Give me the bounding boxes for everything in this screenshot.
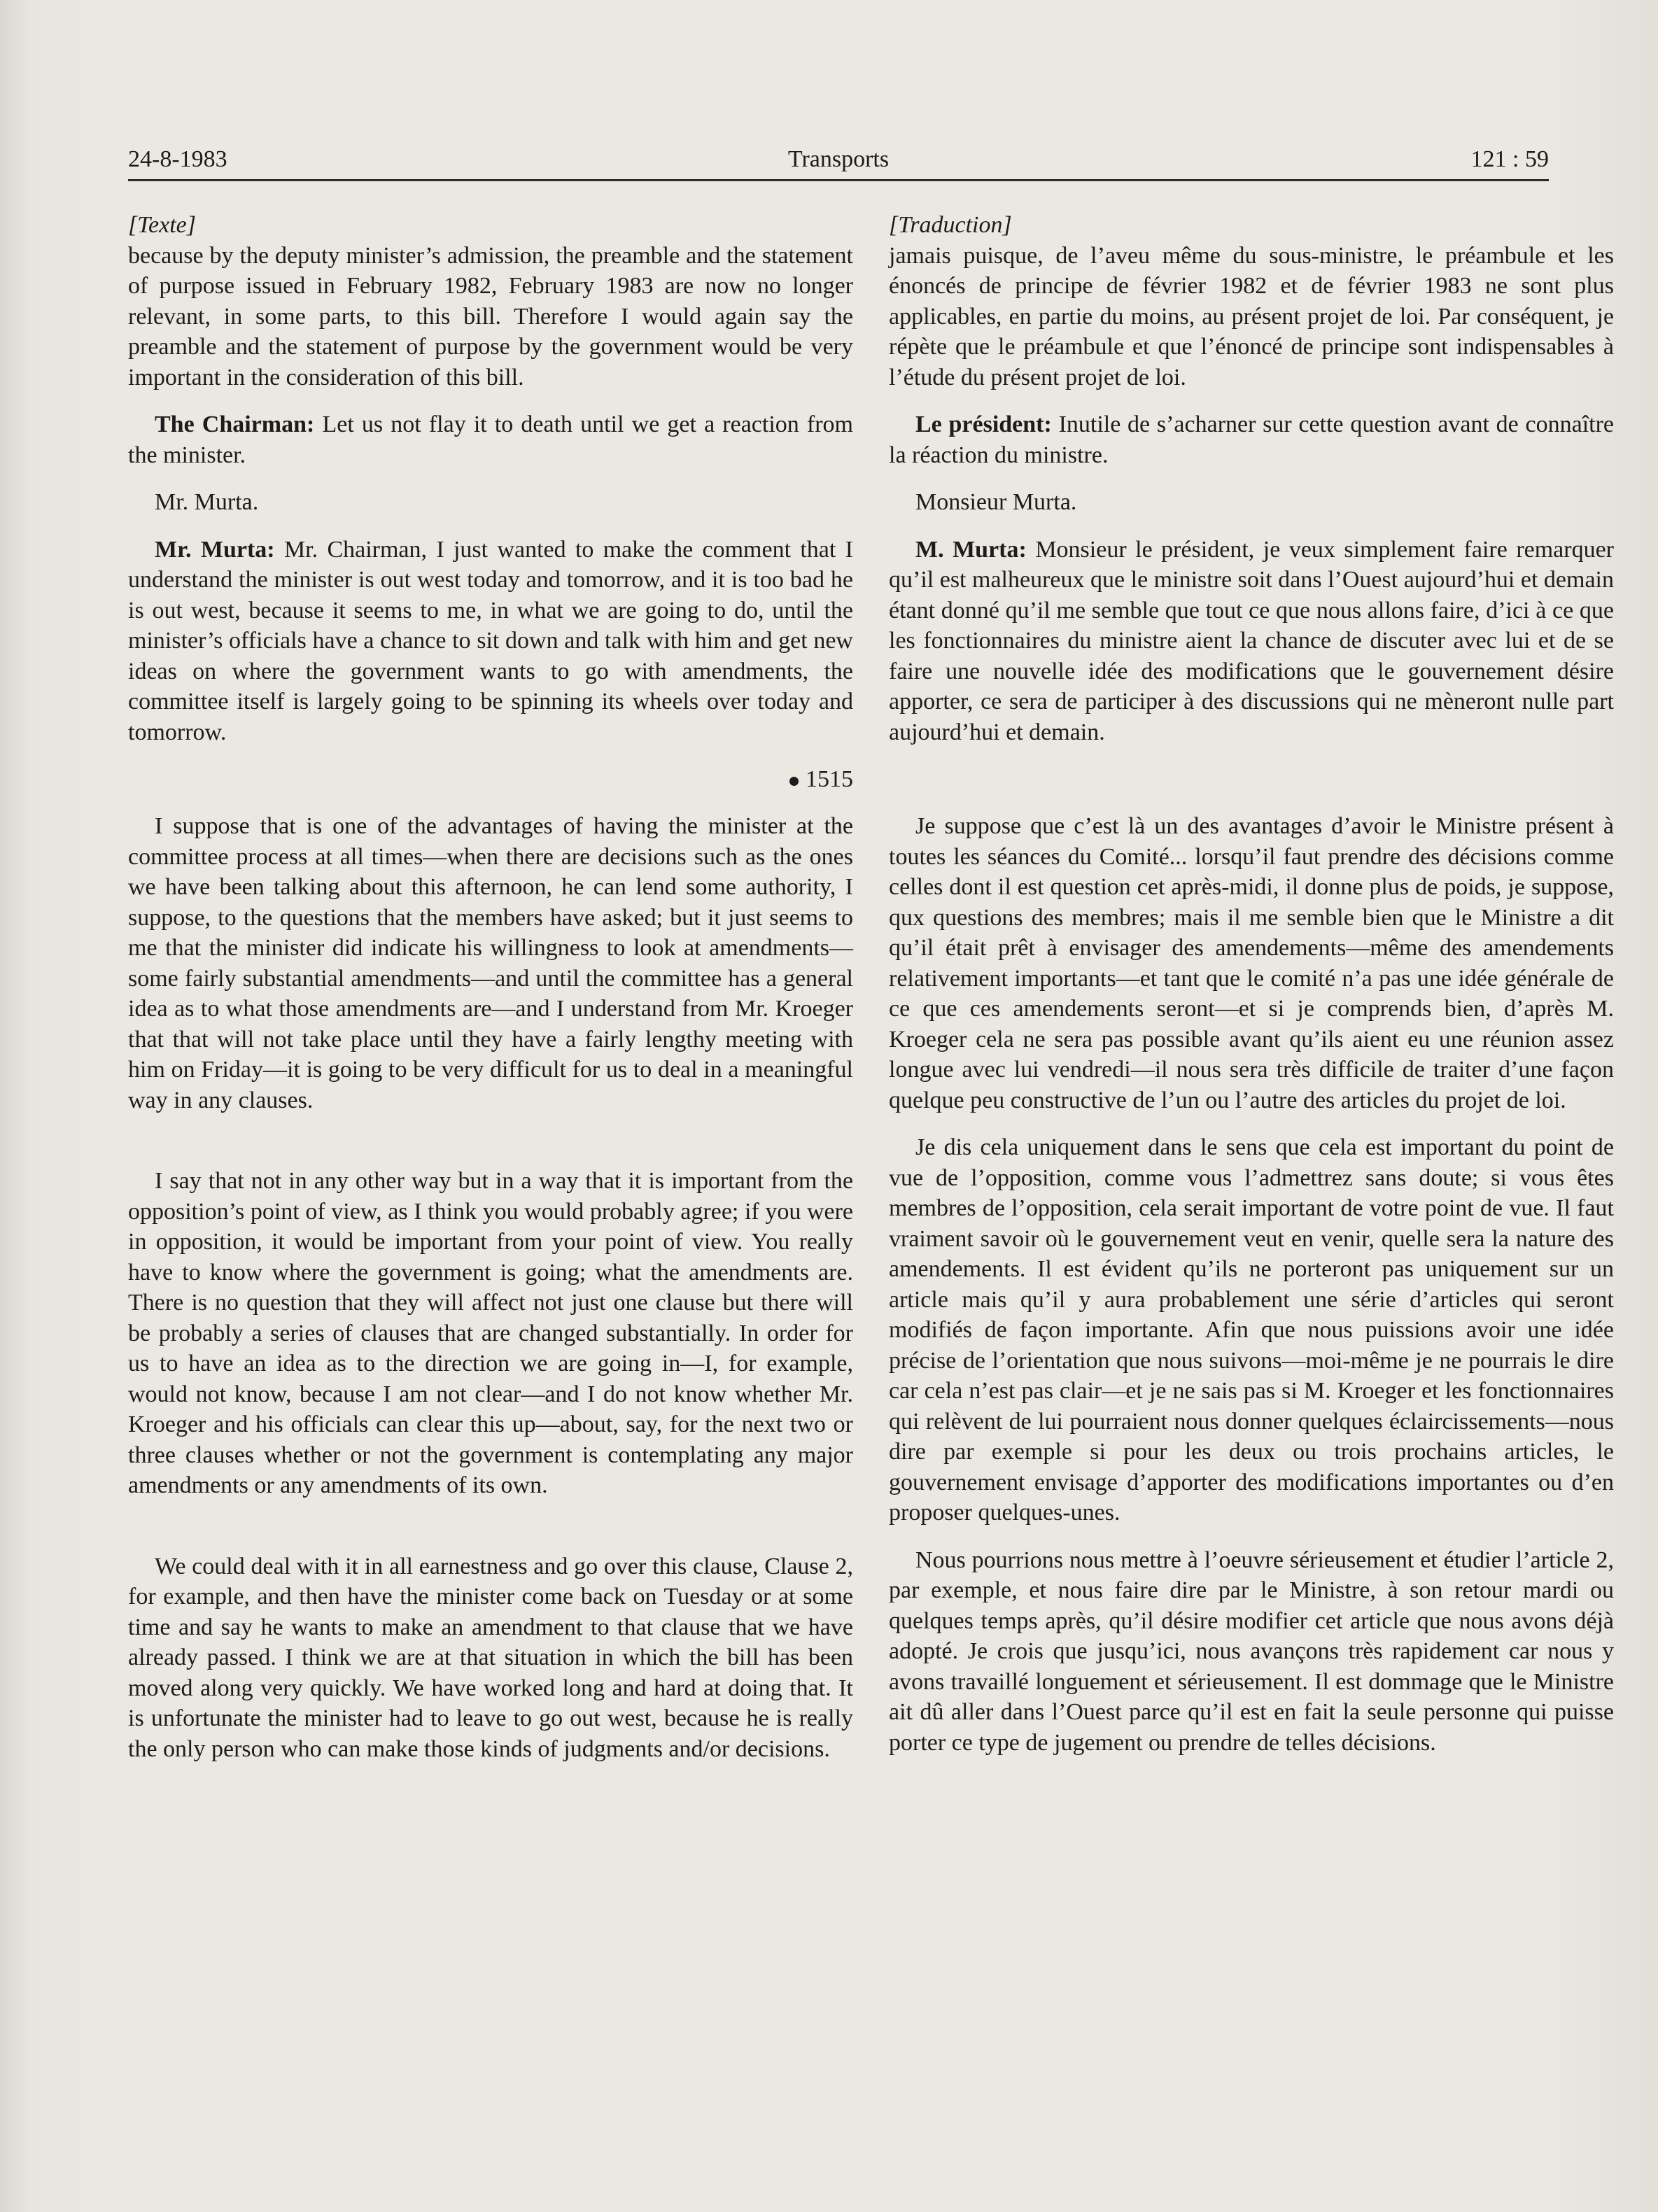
paragraph: Mr. Murta.: [155, 489, 259, 515]
english-column: [128, 210, 853, 1764]
paragraph: Nous pourrions nous mettre à l’oeuvre sérieusement et étudier l’article 2, par exemple, et nous faire dire par le Ministre, à son retour mardi ou quelques temps après, qu’il désire modifier cet article que nous avons déjà adopté. Je crois que jusqu’ici, nous avançons très rapidement car nous y avons travaillé longuement et sérieusement. Il est dommage que le Ministre ait dû aller dans l’Ouest parce qu’il est en fait la seule personne qui puisse porter ce type de jugement ou prendre de telles décisions.: [889, 1547, 1614, 1756]
speech-text: Inutile de s’acharner sur cette question avant de connaître la réaction du ministre.: [889, 411, 1614, 468]
paragraph: [128, 409, 853, 470]
paragraph: [128, 535, 853, 748]
column-label: [Traduction]: [889, 212, 1012, 238]
page-header: [128, 143, 1549, 181]
bullet-icon: [789, 777, 799, 786]
speech-text: Mr. Chairman, I just wanted to make the comment that I understand the minister is out west today and tomorrow, and it is too bad he is out west, because it seems to me, in what we are going to do, until the minister’s officials have a chance to sit down and talk with him and get new ideas on where the government wants to go with amendments, the committee itself is largely going to be spinning its wheels over today and tomorrow.: [128, 536, 853, 745]
speaker-name: Mr. Murta:: [155, 536, 275, 563]
paragraph: I say that not in any other way but in a way that it is important from the opposition’s point of view, as I think you would probably agree; if you were in opposition, it would be important from your point of view. You really have to know where the government is going; what the amendments are. There is no question that they will affect not just one clause but there will be probably a series of clauses that are changed substantially. In order for us to have an idea as to the direction we are going in—I, for example, would not know, because I am not clear—and I do not know whether Mr. Kroeger and his officials can clear this up—about, say, for the next two or three clauses whether or not the government is contemplating any major amendments or any amendments of its own.: [128, 1168, 853, 1498]
paragraph: I suppose that is one of the advantages of having the minister at the committee process at all times—when there are decisions such as the ones we have been talking about this afternoon, he can lend some authority, I suppose, to the questions that the members have asked; but it just seems to me that the minister did indicate his willingness to look at amendments—some fairly substantial amendments—and until the committee has a general idea as to what those amendments are—and I understand from Mr. Kroeger that that will not take place until they have a fairly lengthy meeting with him on Friday—it is going to be very difficult for us to deal in a meaningful way in any clauses.: [128, 813, 853, 1113]
header-page-number: 121 : 59: [1470, 146, 1549, 172]
speaker-name: The Chairman:: [155, 411, 315, 437]
speech-text: Monsieur le président, je veux simplement faire remarquer qu’il est malheureux que le ministre soit dans l’Ouest aujourd’hui et demain étant donné qu’il me semble que tout ce que nous allons faire, d’ici à ce que les fonctionnaires du ministre aient la chance de discuter avec lui et de se faire une nouvelle idée des modifications que le gouvernement désire apporter, ce sera de participer à des discussions qui ne mèneront nulle part aujourd’hui et demain.: [889, 536, 1615, 745]
paragraph: Je suppose que c’est là un des avantages d’avoir le Ministre présent à toutes les séances du Comité... lorsqu’il faut prendre des décisions comme celles dont il est question cet après-midi, il donne plus de poids, je suppose, qux questions des membres; mais il me semble bien que le Ministre a dit qu’il était prêt à envisager des amendements—même des amendements relativement importants—et tant que le comité n’a pas une idée générale de ce que ces amendements seront—et si je comprends bien, d’après M. Kroeger cela ne sera pas possible avant qu’ils aient eu une réunion assez longue avec lui vendredi—il nous sera très difficile de traiter d’une façon quelque peu constructive de l’un ou l’autre des articles du projet de loi.: [889, 813, 1614, 1113]
paragraph: [889, 535, 1614, 748]
paragraph: Monsieur Murta.: [915, 489, 1077, 515]
time-marker: [128, 764, 853, 794]
speaker-name: M. Murta:: [915, 536, 1027, 563]
marker-spacer: [889, 764, 1614, 794]
time-marker-value: 1515: [806, 766, 853, 792]
column-label: [Texte]: [128, 212, 196, 238]
french-column: [889, 210, 1614, 1758]
paragraph: because by the deputy minister’s admission, the preamble and the statement of purpose issued in February 1982, February 1983 are now no longer relevant, in some parts, to this bill. Therefore I would again say the preamble and the statement of purpose by the government would be very important in the consideration of this bill.: [128, 242, 853, 390]
speech-text: Let us not flay it to death until we get a reaction from the minister.: [128, 411, 853, 468]
paragraph: We could deal with it in all earnestness and go over this clause, Clause 2, for example, and then have the minister come back on Tuesday or at some time and say he wants to make an amendment to that clause that we have already passed. I think we are at that situation in which the bill has been moved along very quickly. We have worked long and hard at doing that. It is unfortunate the minister had to leave to go out west, because he is really the only person who can make those kinds of judgments and/or decisions.: [128, 1553, 853, 1762]
paragraph: Je dis cela uniquement dans le sens que cela est important du point de vue de l’opposition, comme vous l’admettrez sans doute; si vous êtes membres de l’opposition, cela serait important de votre point de vue. Il faut vraiment savoir où le gouvernement veut en venir, quelle sera la nature des amendements. Il est évident qu’ils ne porteront pas uniquement sur un article mais qu’il y aura probablement une série d’articles qui seront modifiés de façon importante. Afin que nous puissions avoir une idée précise de l’orientation que nous suivons—moi-même je ne pourrais le dire car cela n’est pas clair—et je ne sais pas si M. Kroeger et les fonctionnaires qui relèvent de lui pourraient nous donner quelques éclaircissements—nous dire par exemple si pour les deux ou trois prochains articles, le gouvernement envisage d’apporter des modifications importantes ou d’en proposer quelques-unes.: [889, 1134, 1614, 1526]
speaker-name: Le président:: [915, 411, 1052, 437]
header-title: Transports: [787, 146, 890, 172]
header-date: 24-8-1983: [128, 146, 227, 172]
paragraph: [889, 409, 1614, 470]
paragraph: jamais puisque, de l’aveu même du sous-ministre, le préambule et les énoncés de principe de février 1982 et de février 1983 ne sont plus applicables, en partie du moins, au présent projet de loi. Par conséquent, je répète que le préambule et que l’énoncé de principe sont indispensables à l’étude du présent projet de loi.: [889, 242, 1614, 390]
